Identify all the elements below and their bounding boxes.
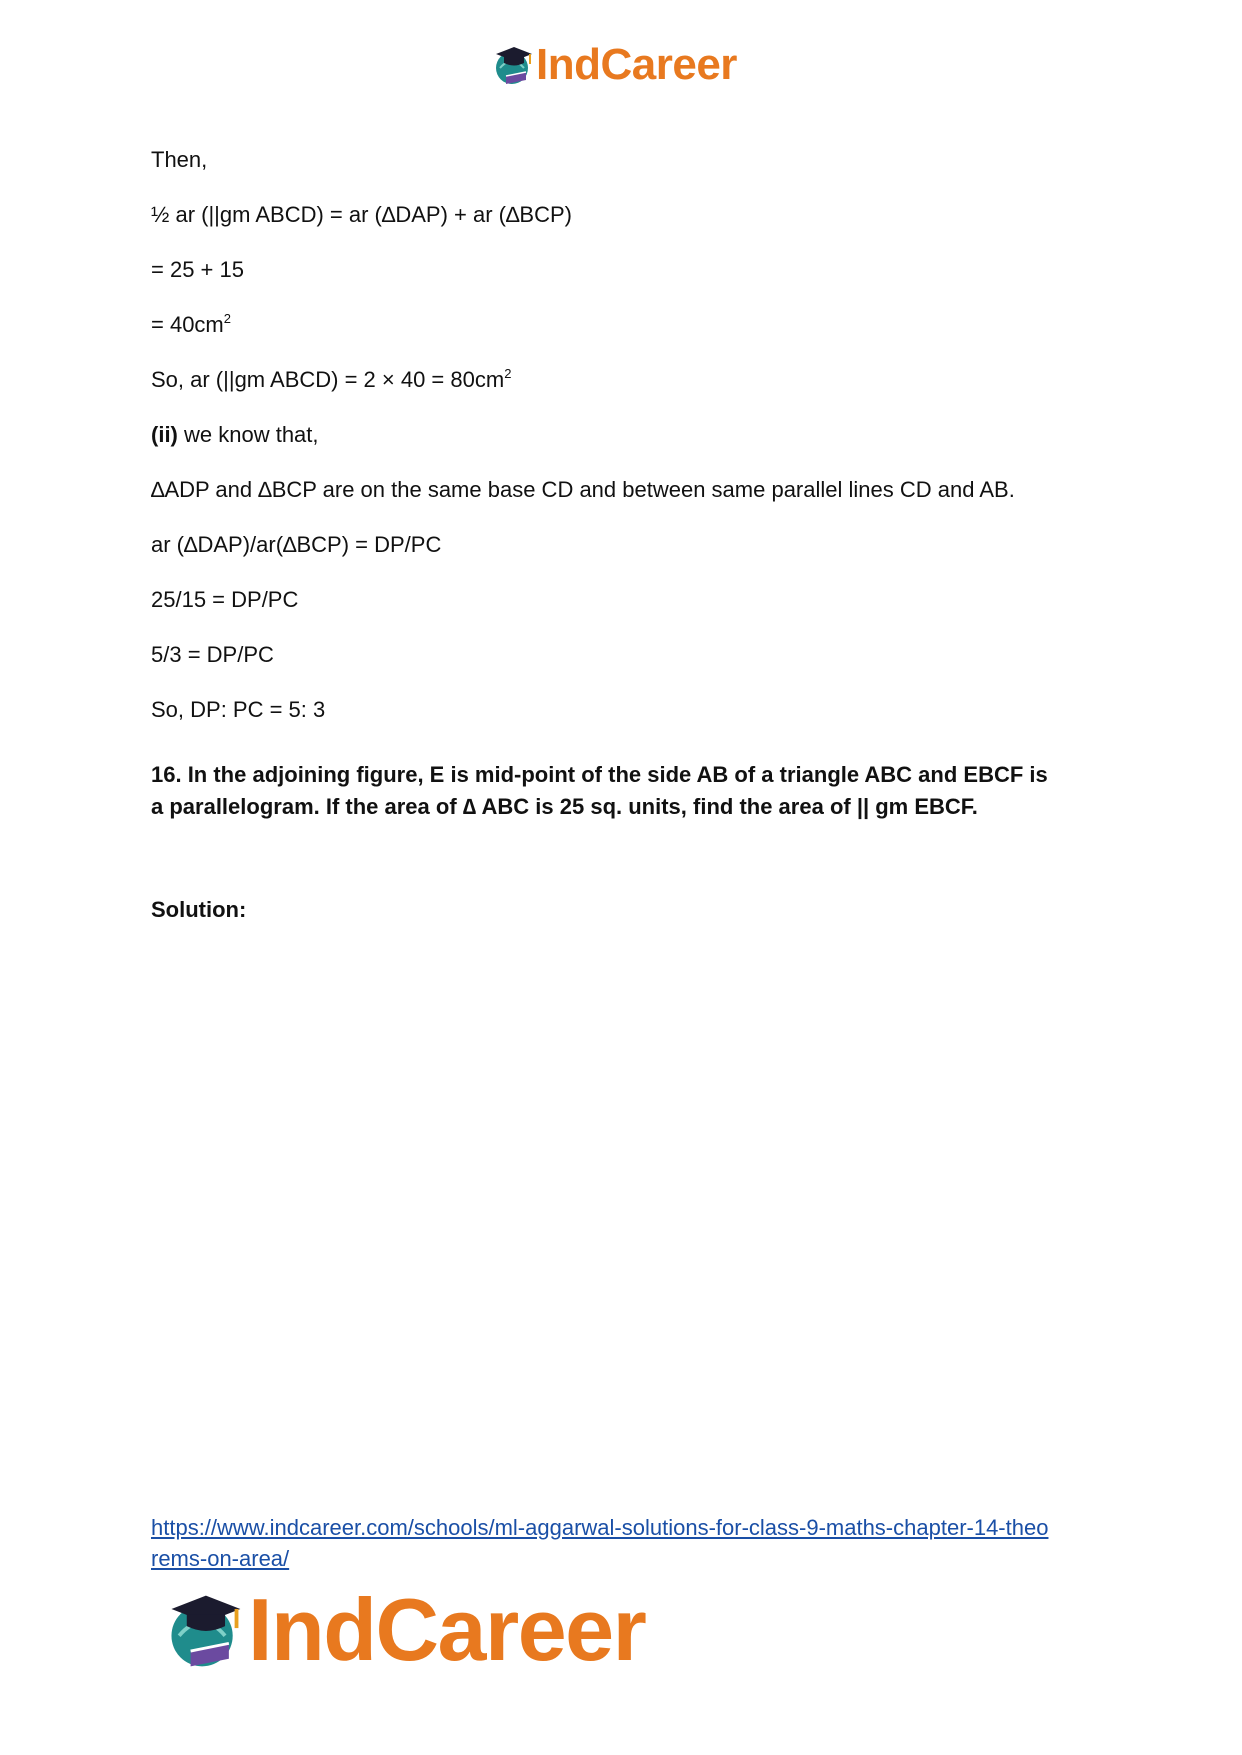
question-16	[151, 759, 1101, 823]
text-line-25-15: 25/15 = DP/PC	[151, 587, 299, 612]
text-line-part-ii	[151, 420, 319, 450]
source-url-line-2: rems-on-area/	[151, 1546, 290, 1571]
question-line-2: a parallelogram. If the area of ∆ ABC is 25 sq. units, find the area of || gm EBCF.	[151, 794, 978, 819]
text-line-5-3: 5/3 = DP/PC	[151, 642, 274, 667]
text-line-final-ratio: So, DP: PC = 5: 3	[151, 697, 326, 722]
text-80cm-main: So, ar (||gm ABCD) = 2 × 40 = 80cm	[151, 367, 505, 392]
text-line-then: Then,	[151, 147, 208, 172]
graduation-globe-icon	[490, 42, 536, 88]
source-url-link[interactable]	[151, 1512, 1048, 1574]
text-line-sum: = 25 + 15	[151, 257, 244, 282]
part-ii-text: we know that,	[177, 422, 319, 447]
superscript-2: 2	[504, 366, 512, 381]
question-line-1: 16. In the adjoining figure, E is mid-point of the side AB of a triangle ABC and EBCF is	[151, 762, 1048, 787]
text-line-half-area: ½ ar (||gm ABCD) = ar (∆DAP) + ar (∆BCP)	[151, 202, 572, 227]
header-logo-text: IndCareer	[536, 40, 737, 89]
text-line-ratio: ar (∆DAP)/ar(∆BCP) = DP/PC	[151, 532, 442, 557]
text-line-same-base: ∆ADP and ∆BCP are on the same base CD and between same parallel lines CD and AB.	[151, 477, 1015, 502]
footer-logo-text: IndCareer	[248, 1580, 646, 1679]
superscript-2: 2	[223, 311, 231, 326]
source-url-line-1: https://www.indcareer.com/schools/ml-aggarwal-solutions-for-class-9-maths-chapter-14-theo	[151, 1515, 1049, 1540]
text-40cm-main: = 40cm	[151, 312, 224, 337]
solution-label: Solution:	[151, 897, 247, 922]
header-logo	[490, 42, 737, 88]
part-ii-label: (ii)	[151, 422, 178, 447]
footer-logo	[160, 1580, 646, 1679]
text-line-80cm	[151, 365, 511, 395]
graduation-globe-icon	[160, 1586, 248, 1674]
text-line-40cm	[151, 310, 231, 340]
